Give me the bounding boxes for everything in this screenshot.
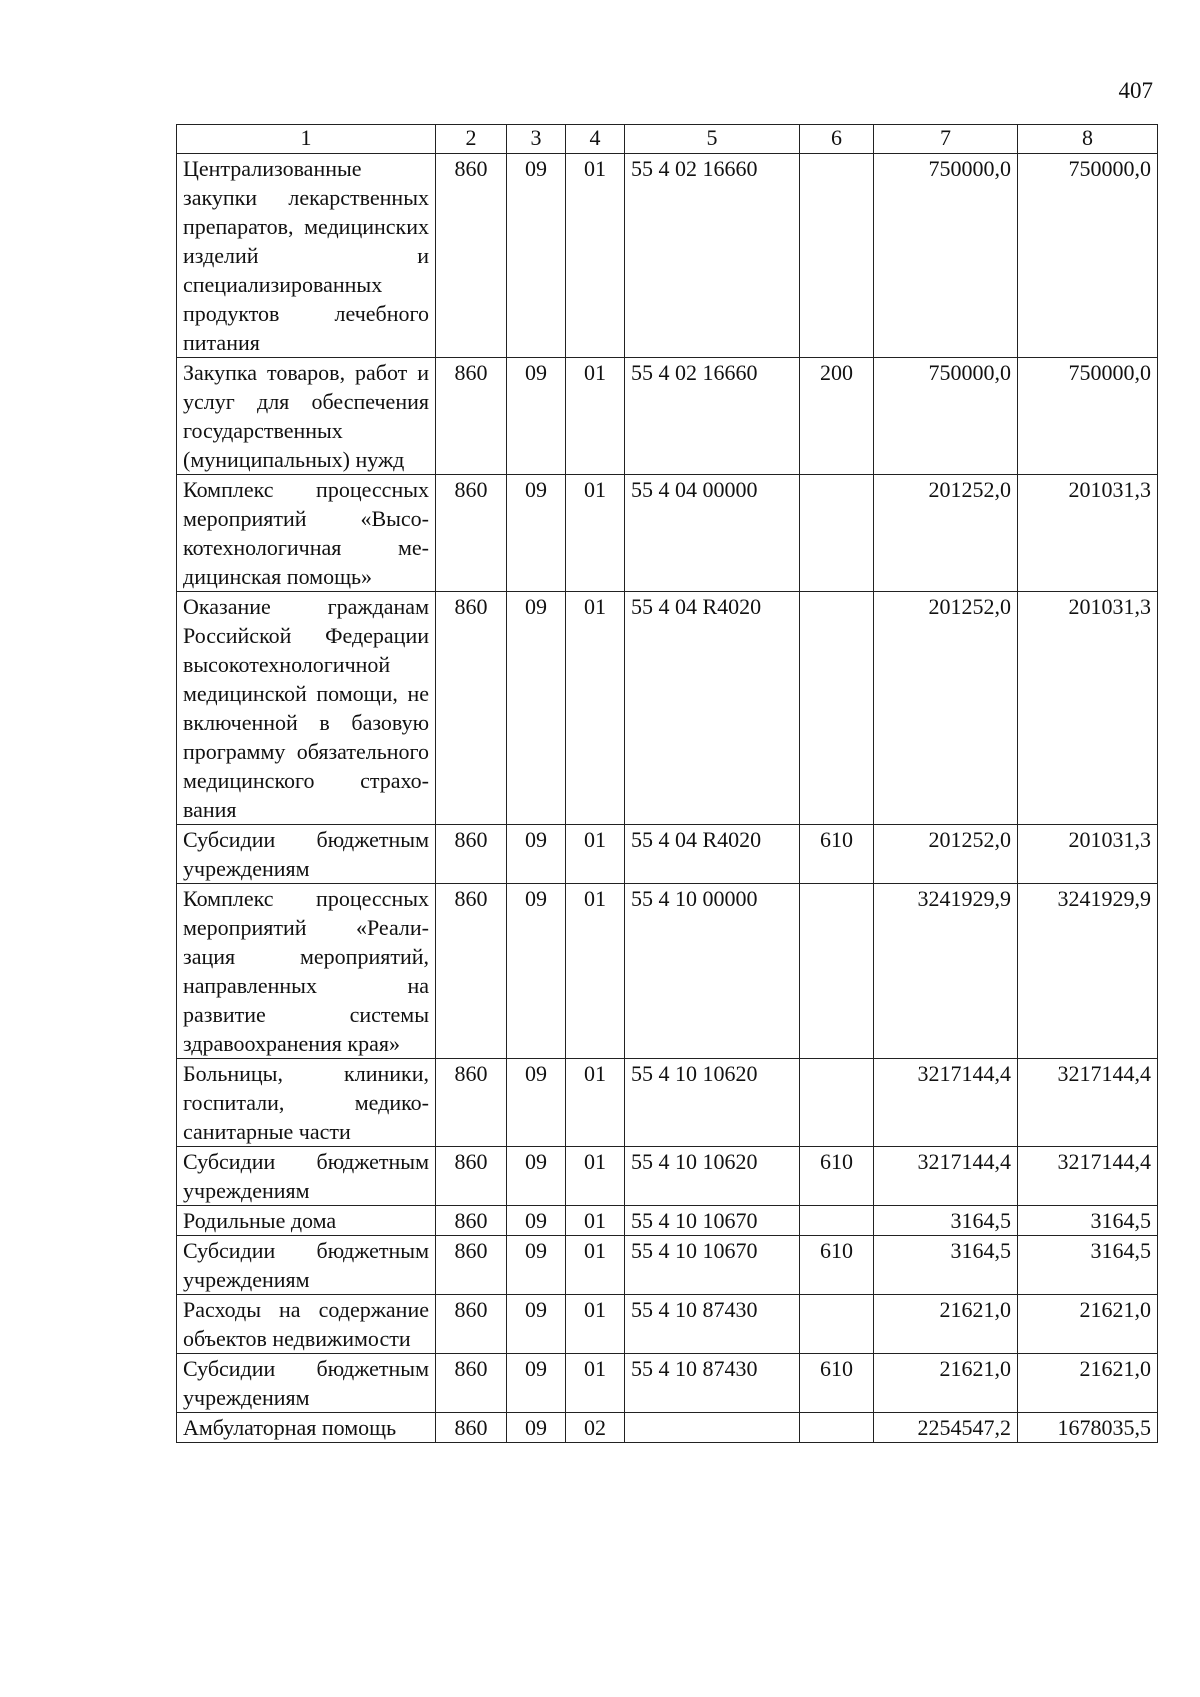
table-row: [177, 1413, 1158, 1443]
page-number: 407: [1118, 78, 1153, 103]
target-article-cell: 55 4 02 16660: [625, 154, 800, 358]
header-cell: 6: [800, 125, 874, 154]
subsection-code-cell: 01: [566, 1059, 625, 1147]
ministry-code-cell: 860: [436, 884, 507, 1059]
section-code-cell: 09: [507, 1236, 566, 1295]
table-row: [177, 592, 1158, 825]
header-cell: 2: [436, 125, 507, 154]
amount-year2-cell: 21621,0: [1018, 1295, 1158, 1354]
header-cell: 5: [625, 125, 800, 154]
table-row: [177, 1059, 1158, 1147]
section-code-cell: 09: [507, 884, 566, 1059]
ministry-code-cell: 860: [436, 1295, 507, 1354]
target-article-cell: 55 4 04 R4020: [625, 825, 800, 884]
item-name-cell: Амбулаторная помощь: [177, 1413, 436, 1443]
subsection-code-cell: 01: [566, 825, 625, 884]
subsection-code-cell: 01: [566, 1295, 625, 1354]
target-article-cell: 55 4 04 00000: [625, 475, 800, 592]
expense-type-cell: [800, 154, 874, 358]
amount-year2-cell: 201031,3: [1018, 475, 1158, 592]
item-name-cell: Оказание гражданам Российской Федерации высокотехнологичной медицинской помощи, не включенной в базовую программу обязательного медицинского страхования: [177, 592, 436, 825]
subsection-code-cell: 01: [566, 1236, 625, 1295]
table-row: [177, 1295, 1158, 1354]
subsection-code-cell: 01: [566, 1147, 625, 1206]
section-code-cell: 09: [507, 825, 566, 884]
ministry-code-cell: 860: [436, 1236, 507, 1295]
section-code-cell: 09: [507, 1059, 566, 1147]
amount-year2-cell: 3217144,4: [1018, 1147, 1158, 1206]
target-article-cell: 55 4 04 R4020: [625, 592, 800, 825]
amount-year2-cell: 3164,5: [1018, 1236, 1158, 1295]
amount-year1-cell: 21621,0: [874, 1354, 1018, 1413]
section-code-cell: 09: [507, 358, 566, 475]
subsection-code-cell: 01: [566, 592, 625, 825]
item-name-cell: Комплекс процессных мероприятий «Высокотехнологичная медицинская помощь»: [177, 475, 436, 592]
table-row: [177, 1147, 1158, 1206]
expense-type-cell: 610: [800, 1147, 874, 1206]
expense-type-cell: 610: [800, 1354, 874, 1413]
table-row: [177, 154, 1158, 358]
item-name-cell: Родильные дома: [177, 1206, 436, 1236]
amount-year1-cell: 3217144,4: [874, 1147, 1018, 1206]
header-cell: 3: [507, 125, 566, 154]
amount-year1-cell: 201252,0: [874, 825, 1018, 884]
item-name-cell: Субсидии бюджетным учреждениям: [177, 1236, 436, 1295]
section-code-cell: 09: [507, 1147, 566, 1206]
section-code-cell: 09: [507, 1206, 566, 1236]
section-code-cell: 09: [507, 1413, 566, 1443]
item-name-cell: Субсидии бюджетным учреждениям: [177, 1147, 436, 1206]
amount-year2-cell: 750000,0: [1018, 154, 1158, 358]
target-article-cell: 55 4 10 10620: [625, 1059, 800, 1147]
amount-year1-cell: 3241929,9: [874, 884, 1018, 1059]
budget-table: [176, 124, 1158, 1443]
expense-type-cell: [800, 1206, 874, 1236]
item-name-cell: Централизованные закупки лекарственных препаратов, медицинских изделий и специализированных продуктов лечебного питания: [177, 154, 436, 358]
section-code-cell: 09: [507, 1295, 566, 1354]
item-name-cell: Субсидии бюджетным учреждениям: [177, 1354, 436, 1413]
table-body: [177, 154, 1158, 1443]
target-article-cell: 55 4 02 16660: [625, 358, 800, 475]
amount-year2-cell: 3164,5: [1018, 1206, 1158, 1236]
ministry-code-cell: 860: [436, 1206, 507, 1236]
expense-type-cell: 610: [800, 1236, 874, 1295]
target-article-cell: 55 4 10 10670: [625, 1236, 800, 1295]
ministry-code-cell: 860: [436, 825, 507, 884]
item-name-cell: Закупка товаров, работ и услуг для обеспечения государственных (муниципальных) нужд: [177, 358, 436, 475]
ministry-code-cell: 860: [436, 358, 507, 475]
section-code-cell: 09: [507, 154, 566, 358]
amount-year1-cell: 201252,0: [874, 592, 1018, 825]
target-article-cell: 55 4 10 87430: [625, 1354, 800, 1413]
ministry-code-cell: 860: [436, 1059, 507, 1147]
subsection-code-cell: 01: [566, 358, 625, 475]
expense-type-cell: [800, 592, 874, 825]
target-article-cell: 55 4 10 10670: [625, 1206, 800, 1236]
amount-year2-cell: 3217144,4: [1018, 1059, 1158, 1147]
header-cell: 7: [874, 125, 1018, 154]
item-name-cell: Расходы на содержание объектов недвижимости: [177, 1295, 436, 1354]
ministry-code-cell: 860: [436, 1413, 507, 1443]
amount-year1-cell: 750000,0: [874, 154, 1018, 358]
ministry-code-cell: 860: [436, 1147, 507, 1206]
expense-type-cell: 200: [800, 358, 874, 475]
target-article-cell: 55 4 10 87430: [625, 1295, 800, 1354]
item-name-cell: Субсидии бюджетным учреждениям: [177, 825, 436, 884]
section-code-cell: 09: [507, 1354, 566, 1413]
table-row: [177, 884, 1158, 1059]
amount-year2-cell: 1678035,5: [1018, 1413, 1158, 1443]
ministry-code-cell: 860: [436, 154, 507, 358]
subsection-code-cell: 01: [566, 475, 625, 592]
subsection-code-cell: 01: [566, 884, 625, 1059]
target-article-cell: [625, 1413, 800, 1443]
amount-year1-cell: 21621,0: [874, 1295, 1018, 1354]
target-article-cell: 55 4 10 10620: [625, 1147, 800, 1206]
expense-type-cell: [800, 475, 874, 592]
amount-year1-cell: 3164,5: [874, 1206, 1018, 1236]
table-row: [177, 825, 1158, 884]
subsection-code-cell: 02: [566, 1413, 625, 1443]
header-cell: 1: [177, 125, 436, 154]
header-row: [177, 125, 1158, 154]
amount-year2-cell: 201031,3: [1018, 592, 1158, 825]
target-article-cell: 55 4 10 00000: [625, 884, 800, 1059]
table-row: [177, 1206, 1158, 1236]
subsection-code-cell: 01: [566, 1354, 625, 1413]
expense-type-cell: 610: [800, 825, 874, 884]
amount-year2-cell: 750000,0: [1018, 358, 1158, 475]
expense-type-cell: [800, 1295, 874, 1354]
header-cell: 8: [1018, 125, 1158, 154]
item-name-cell: Больницы, клиники, госпитали, медико-санитарные части: [177, 1059, 436, 1147]
amount-year1-cell: 750000,0: [874, 358, 1018, 475]
section-code-cell: 09: [507, 475, 566, 592]
expense-type-cell: [800, 1413, 874, 1443]
ministry-code-cell: 860: [436, 592, 507, 825]
amount-year1-cell: 3164,5: [874, 1236, 1018, 1295]
table-row: [177, 475, 1158, 592]
expense-type-cell: [800, 884, 874, 1059]
item-name-cell: Комплекс процессных мероприятий «Реализация мероприятий, направленных на развитие системы здравоохранения края»: [177, 884, 436, 1059]
amount-year1-cell: 2254547,2: [874, 1413, 1018, 1443]
amount-year2-cell: 3241929,9: [1018, 884, 1158, 1059]
header-cell: 4: [566, 125, 625, 154]
table-row: [177, 1236, 1158, 1295]
amount-year1-cell: 201252,0: [874, 475, 1018, 592]
section-code-cell: 09: [507, 592, 566, 825]
amount-year1-cell: 3217144,4: [874, 1059, 1018, 1147]
subsection-code-cell: 01: [566, 1206, 625, 1236]
expense-type-cell: [800, 1059, 874, 1147]
amount-year2-cell: 21621,0: [1018, 1354, 1158, 1413]
ministry-code-cell: 860: [436, 1354, 507, 1413]
ministry-code-cell: 860: [436, 475, 507, 592]
table-row: [177, 358, 1158, 475]
amount-year2-cell: 201031,3: [1018, 825, 1158, 884]
table-row: [177, 1354, 1158, 1413]
subsection-code-cell: 01: [566, 154, 625, 358]
